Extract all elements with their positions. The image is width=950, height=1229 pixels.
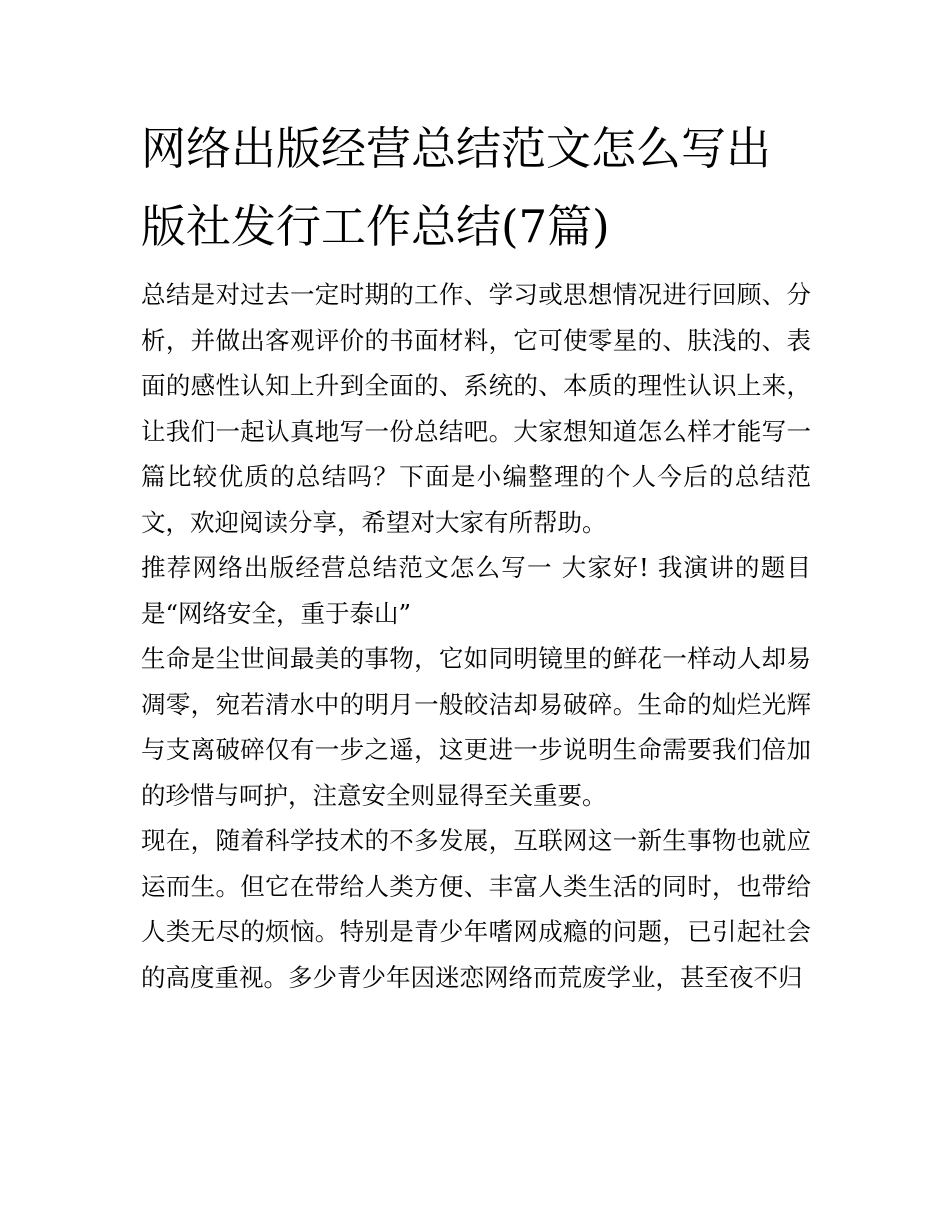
paragraph-speech-opening: 推荐网络出版经营总结范文怎么写一 大家好! 我演讲的题目是“网络安全，重于泰山” <box>141 553 811 628</box>
paragraph-intro: 总结是对过去一定时期的工作、学习或思想情况进行回顾、分析，并做出客观评价的书面材料，它可使零星的、肤浅的、表面的感性认知上升到全面的、系统的、本质的理性认识上来，让我们一起认真地写一份总结吧。大家想知道怎么样才能写一篇比较优质的总结吗？下面是小编整理的个人今后的总结范文，欢迎阅读分享，希望对大家有所帮助。 <box>141 280 811 537</box>
paragraph-life: 生命是尘世间最美的事物，它如同明镜里的鲜花一样动人却易凋零，宛若清水中的明月一般皎洁却易破碎。生命的灿烂光辉与支离破碎仅有一步之遥，这更进一步说明生命需要我们倍加的珍惜与呵护，注意安全则显得至关重要。 <box>141 644 811 810</box>
document-body <box>141 110 811 1000</box>
document-title: 网络出版经营总结范文怎么写出版社发行工作总结(7篇) <box>141 122 772 253</box>
paragraph-internet: 现在，随着科学技术的不多发展，互联网这一新生事物也就应运而生。但它在带给人类方便、丰富人类生活的同时，也带给人类无尽的烦恼。特别是青少年嗜网成瘾的问题，已引起社会的高度重视。多少青少年因迷恋网络而荒废学业，甚至夜不归 <box>141 826 811 992</box>
